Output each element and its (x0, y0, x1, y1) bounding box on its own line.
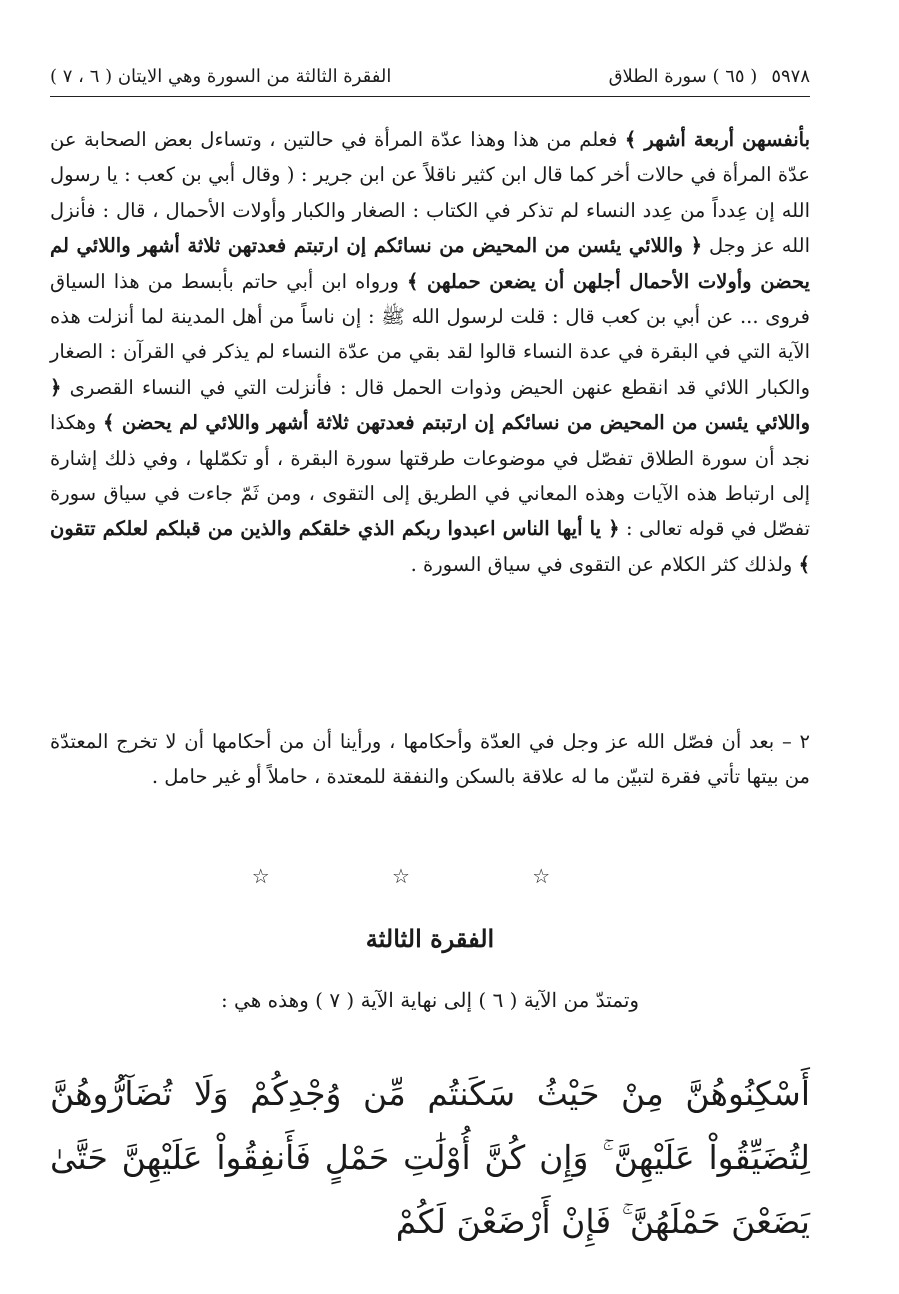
header-right (609, 66, 810, 87)
section-title: الفقرة الثالثة (365, 924, 495, 953)
text-run: وهكذا نجد أن سورة الطلاق تفصّل في موضوعات طرقتها سورة البقرة ، أو تكمّلها ، وفي ذلك إشارة إلى ارتباط هذه الآيات وهذه المعاني في الطريق إلى التقوى ، ومن ثَمّ جاءت في سياق سورة تفصّل في قوله تعالى : (50, 411, 810, 541)
text-run: بأنفسهن أربعة أشهر ﴾ (624, 128, 810, 151)
section-intro: وتمتدّ من الآية ( ٦ ) إلى نهاية الآية ( ٧ ) وهذه هي : (220, 988, 640, 1012)
text-run: فعلم من هذا وهذا عدّة المرأة في حالتين ، وتساءل بعض الصحابة عن عدّة المرأة في حالات أخر كما قال ابن كثير ناقلاً عن ابن جرير : ( وقال أبي بن كعب : يا رسول الله إن عِدداً من عِدد النساء لم تذكر في الكتاب : الصغار والكبار وأولات الأحمال ، قال : فأنزل الله عز وجل (50, 128, 810, 258)
paragraph-2: ٢ – بعد أن فصّل الله عز وجل في العدّة وأحكامها ، ورأينا أن من أحكامها أن لا تخرج المعتدّة من بيتها تأتي فقرة لتبيّن ما له علاقة بالسكن والنفقة للمعتدة ، حاملاً أو غير حامل . (50, 730, 810, 789)
header-divider (50, 96, 810, 97)
running-header (50, 62, 810, 90)
text-run: ولذلك كثر الكلام عن التقوى في سياق السورة . (410, 552, 799, 576)
section-separator: ☆ ☆ ☆ (251, 864, 609, 888)
quran-verse: أَسْكِنُوهُنَّ مِنْ حَيْثُ سَكَنتُم مِّن وُجْدِكُمْ وَلَا تُضَآرُّوهُنَّ لِتُضَيِّقُواْ عَلَيْهِنَّ ۚ وَإِن كُنَّ أُوْلَٰتِ حَمْلٍ فَأَنفِقُواْ عَلَيْهِنَّ حَتَّىٰ يَضَعْنَ حَمْلَهُنَّ ۚ فَإِنْ أَرْضَعْنَ لَكُمْ (50, 1074, 810, 1241)
quran-quote: ﴿ واللائي يئسن من المحيض من نسائكم إن ارتبتم فعدتهن ثلاثة أشهر واللائي لم يحضن وأولات الأحمال أجلهن أن يضعن حملهن ﴾ (50, 234, 810, 293)
section-label: الفقرة الثالثة من السورة وهي الايتان ( ٦ ، ٧ ) (50, 65, 392, 87)
paragraph-1 (50, 122, 810, 582)
text-run: ورواه ابن أبي حاتم بأبسط من هذا السياق فروى ... عن أبي بن كعب قال : قلت لرسول الله ﷺ : إن ناساً من أهل المدينة لما أنزلت هذه الآية التي في البقرة في عدة النساء قالوا لقد بقي من عدّة النساء لم يذكر في القرآن : الصغار والكبار اللائي قد انقطع عنهن الحيض وذوات الحمل قال : فأنزلت التي في النساء القصرى (50, 269, 810, 399)
surah-label: ( ٦٥ ) سورة الطلاق (608, 65, 758, 87)
main-text (50, 122, 810, 582)
book-page (50, 52, 810, 1272)
page-number: ٥٩٧٨ (771, 65, 810, 87)
quran-quote: ﴿ واللائي يئسن من المحيض من نسائكم إن ارتبتم فعدتهن ثلاثة أشهر واللائي لم يحضن ﴾ (50, 375, 810, 435)
quran-quote: ﴿ يا أيها الناس اعبدوا ربكم الذي خلقكم والذين من قبلكم لعلكم تتقون ﴾ (50, 517, 810, 576)
